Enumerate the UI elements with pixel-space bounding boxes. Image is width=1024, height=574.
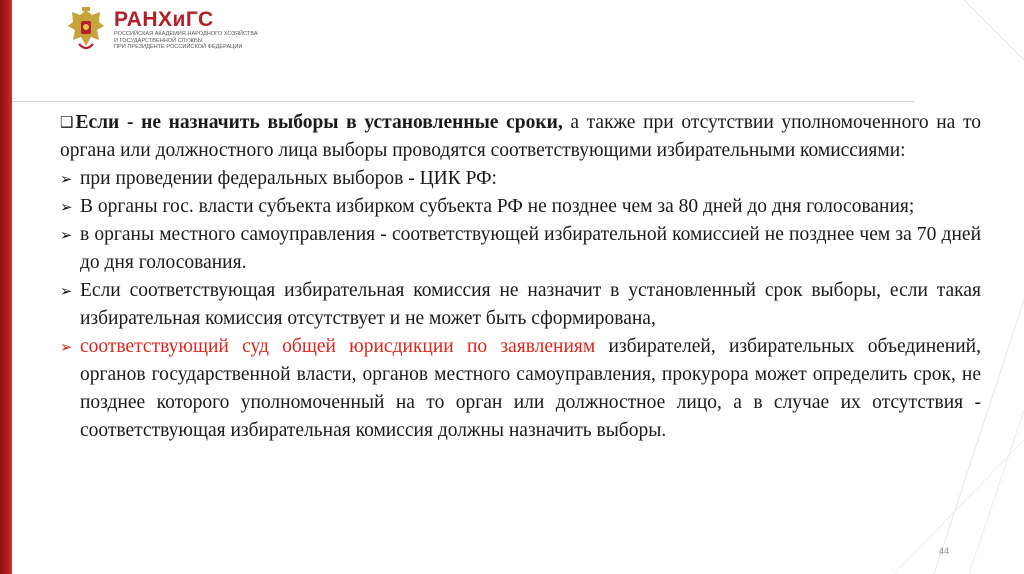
list-item-text: при проведении федеральных выборов - ЦИК РФ: bbox=[80, 168, 497, 189]
highlighted-text: соответствующий суд общей юрисдикции по заявлениям bbox=[80, 336, 596, 357]
arrow-bullet-icon: ➢ bbox=[60, 198, 73, 216]
arrow-bullet-icon: ➢ bbox=[60, 338, 73, 356]
logo-subtitle-line: ПРИ ПРЕЗИДЕНТЕ РОССИЙСКОЙ ФЕДЕРАЦИИ bbox=[114, 44, 243, 51]
intro-paragraph bbox=[60, 108, 981, 165]
arrow-bullet-icon: ➢ bbox=[60, 282, 73, 300]
logo-subtitle-line: И ГОСУДАРСТВЕННОЙ СЛУЖБЫ bbox=[114, 37, 203, 44]
checkbox-q-icon: ❑ bbox=[60, 113, 74, 131]
arrow-bullet-icon: ➢ bbox=[60, 226, 73, 244]
intro-bold-text: Если - не назначить выборы в установленные сроки, bbox=[75, 112, 563, 133]
list-item bbox=[60, 221, 981, 277]
left-accent-bar bbox=[0, 0, 12, 574]
logo-subtitle-line: РОССИЙСКАЯ АКАДЕМИЯ НАРОДНОГО ХОЗЯЙСТВА bbox=[114, 31, 258, 38]
logo-title: РАНХиГС bbox=[114, 8, 214, 32]
intro-text: а также при отсутствии уполномоченного на то органа или должностного лица выборы проводятся соответствующими избирательными комиссиями: bbox=[60, 112, 982, 161]
list-item bbox=[60, 333, 981, 445]
page-number: 44 bbox=[939, 546, 950, 556]
ranepa-logo bbox=[66, 4, 258, 56]
slide-body bbox=[60, 108, 981, 445]
list-item-text: В органы гос. власти субъекта избирком субъекта РФ не позднее чем за 80 дней до дня голосования; bbox=[80, 196, 915, 217]
list-item bbox=[60, 193, 981, 221]
double-headed-eagle-emblem-icon bbox=[66, 6, 106, 54]
list-item-text: в органы местного самоуправления - соответствующей избирательной комиссией не позднее чем за 70 дней до дня голосования. bbox=[80, 224, 981, 273]
list-item bbox=[60, 165, 981, 193]
list-item-text: избирателей, избирательных объединений, органов государственной власти, органов местного самоуправления, прокурора может определить срок, не позднее которого уполномоченный на то орган или должностное лицо, а в случае их отсутствия - соответствующая избирательная комиссия должны назначить выборы. bbox=[80, 336, 981, 441]
list-item-text: Если соответствующая избирательная комиссия не назначит в установленный срок выборы, если такая избирательная комиссия отсутствует и не может быть сформирована, bbox=[80, 280, 981, 329]
header-divider bbox=[12, 101, 914, 102]
arrow-bullet-icon: ➢ bbox=[60, 170, 73, 188]
list-item bbox=[60, 277, 981, 333]
